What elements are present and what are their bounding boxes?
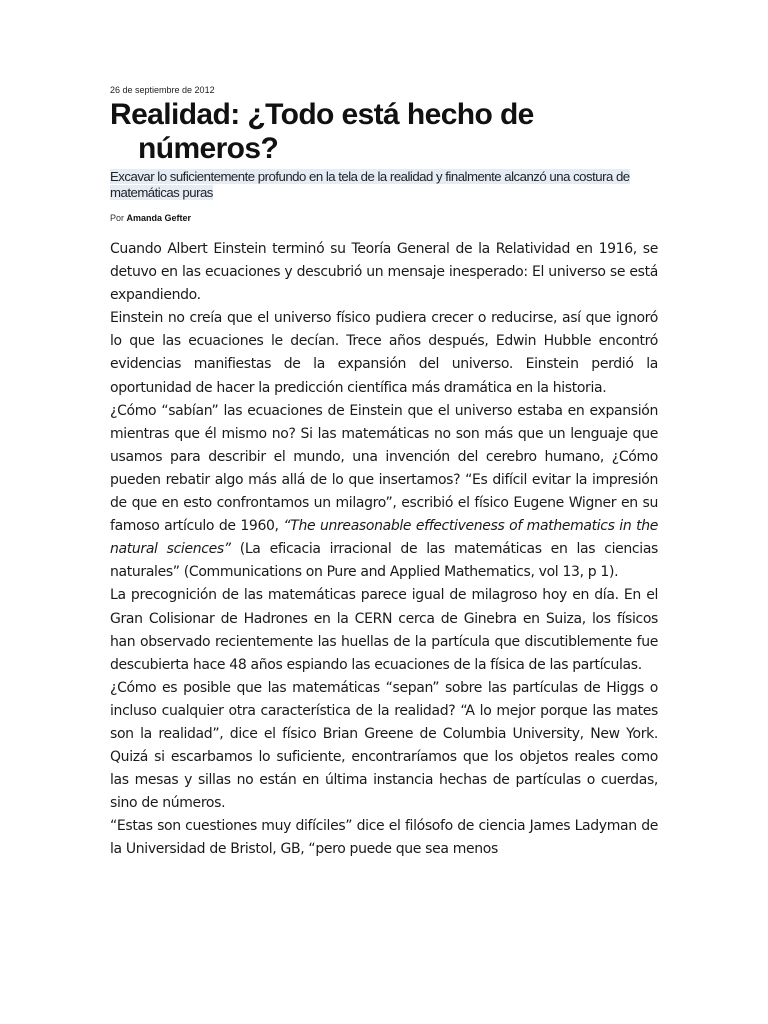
article-body: [110, 238, 658, 862]
paragraph-5: ¿Cómo es posible que las matemáticas “sepan” sobre las partículas de Higgs o incluso cualquier otra característica de la realidad? “A lo mejor porque las mates son la realidad”, dice el físico Brian Greene de Columbia University, New York. Quizá si escarbamos lo suficiente, encontraríamos que los objetos reales como las mesas y sillas no están en última instancia hechas de partículas o cuerdas, sino de números.: [110, 679, 658, 812]
paragraph-3-start: ¿Cómo “sabían” las ecuaciones de Einstein que el universo estaba en expansión mientras que él mismo no? Si las matemáticas no son más que un lenguaje que usamos para describir el mundo, una invención del cerebro humano, ¿Cómo pueden rebatir algo más allá de lo que insertamos? “Es difícil evitar la impresión de que en esto confrontamos un milagro”, escribió el físico Eugene Wigner en su famoso artículo de 1960,: [110, 402, 658, 535]
article-subtitle-text: Excavar lo suficientemente profundo en la tela de la realidad y finalmente alcanzó una costura de matemáticas puras: [110, 169, 630, 200]
paragraph-1: Cuando Albert Einstein terminó su Teoría General de la Relatividad en 1916, se detuvo en las ecuaciones y descubrió un mensaje inesperado: El universo se está expandiendo.: [110, 241, 658, 304]
paragraph-6: “Estas son cuestiones muy difíciles” dice el filósofo de ciencia James Ladyman de la Universidad de Bristol, GB, “pero puede que sea menos: [110, 818, 658, 858]
article: [110, 84, 658, 862]
paragraph-2: Einstein no creía que el universo físico pudiera crecer o reducirse, así que ignoró lo que las ecuaciones le decían. Trece años después, Edwin Hubble encontró evidencias manifiestas de la expansión del universo. Einstein perdió la oportunidad de hacer la predicción científica más dramática en la historia.: [110, 310, 658, 396]
paragraph-4: La precognición de las matemáticas parece igual de milagroso hoy en día. En el Gran Colisionar de Hadrones en la CERN cerca de Ginebra en Suiza, los físicos han observado recientemente las huellas de la partícula que discutiblemente fue descubierta hace 48 años espiando las ecuaciones de la física de las partículas.: [110, 587, 658, 673]
paper-title-citation: “The unreasonable effectiveness of mathematics in the natural sciences”: [110, 518, 658, 558]
byline-prefix: Por: [110, 213, 125, 223]
author-name[interactable]: Amanda Gefter: [126, 213, 192, 223]
paragraph-3: [110, 400, 658, 585]
article-subtitle: [110, 169, 658, 201]
paragraph-3-end: (La eficacia irracional de las matemáticas en las ciencias naturales” (Communications on Pure and Applied Mathematics, vol 13, p 1).: [110, 541, 658, 581]
byline: [110, 212, 658, 224]
article-title: Realidad: ¿Todo está hecho de números?: [110, 98, 534, 165]
article-date: 26 de septiembre de 2012: [110, 85, 215, 95]
